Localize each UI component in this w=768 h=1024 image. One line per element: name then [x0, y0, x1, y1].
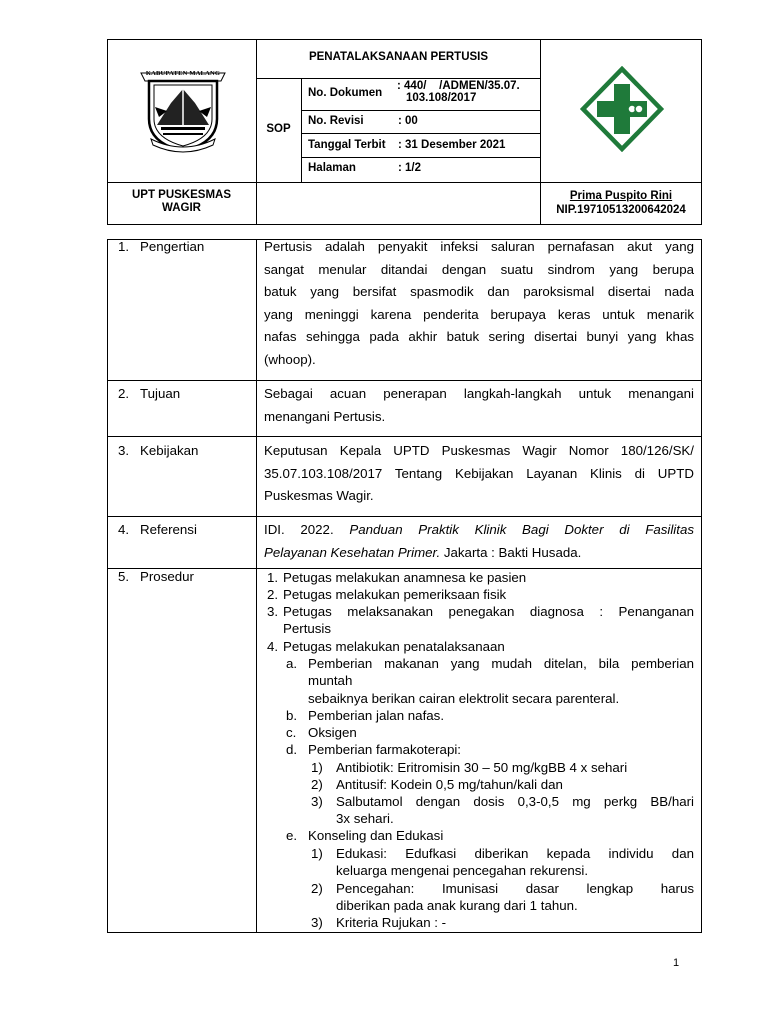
- sub-list-item: Pemberian makanan yang mudah ditelan, bila pemberian: [308, 656, 694, 671]
- section-number: 2.: [118, 386, 130, 401]
- list-item-continuation: Pertusis: [283, 621, 332, 636]
- sub-list-item: Oksigen: [308, 725, 357, 740]
- text-line: Keputusan Kepala UPTD Puskesmas Wagir Nomor 180/126/SK/: [264, 443, 694, 458]
- list-item: Petugas melakukan anamnesa ke pasien: [283, 570, 527, 585]
- sub-list-letter: c.: [286, 725, 297, 740]
- organization-line2: WAGIR: [162, 202, 201, 214]
- section-label-referensi: Referensi: [140, 522, 197, 537]
- sub-list-item: Konseling dan Edukasi: [308, 828, 444, 843]
- sub-list-item: Pemberian farmakoterapi:: [308, 742, 461, 757]
- issue-date-label: Tanggal Terbit: [308, 139, 386, 151]
- sub-sub-list-number: 2): [311, 777, 323, 792]
- sub-sub-list-number: 1): [311, 760, 323, 775]
- list-number: 1.: [267, 570, 279, 585]
- sub-sub-list-continuation: keluarga mengenai pencegahan rekurensi.: [336, 863, 589, 878]
- page-value: : 1/2: [398, 162, 422, 174]
- doc-number-label: No. Dokumen: [308, 87, 383, 99]
- sub-sub-list-item: Pencegahan: Imunisasi dasar lengkap harus: [336, 881, 694, 896]
- sub-sub-list-item: Antibiotik: Eritromisin 30 – 50 mg/kgBB 4 x sehari: [336, 760, 628, 775]
- section-number: 4.: [118, 522, 130, 537]
- signer-name: Prima Puspito Rini: [569, 190, 673, 202]
- list-item: Petugas melakukan penatalaksanaan: [283, 639, 505, 654]
- section-number: 1.: [118, 239, 130, 254]
- section-number: 3.: [118, 443, 130, 458]
- sub-sub-list-number: 3): [311, 915, 323, 930]
- text-line: Pertusis adalah penyakit infeksi saluran pernafasan akut yang: [264, 239, 694, 254]
- text-line: menangani Pertusis.: [264, 408, 386, 424]
- doc-number-value-line1: : 440/ /ADMEN/35.07.: [397, 80, 520, 92]
- page-number: 1: [673, 957, 680, 969]
- text-line: yang meninggi karena penderita berupaya keras untuk menarik: [264, 306, 694, 322]
- list-item: Petugas melaksanakan penegakan diagnosa : Penanganan: [283, 604, 694, 619]
- page-label: Halaman: [308, 162, 356, 174]
- issue-date-value: : 31 Desember 2021: [398, 139, 506, 151]
- list-item: Petugas melakukan pemeriksaan fisik: [283, 587, 507, 602]
- list-number: 4.: [267, 639, 279, 654]
- list-number: 2.: [267, 587, 279, 602]
- sub-sub-list-continuation: 3x sehari.: [336, 811, 394, 826]
- section-number: 5.: [118, 569, 130, 584]
- text-line: Sebagai acuan penerapan langkah-langkah untuk menangani: [264, 386, 694, 401]
- sop-label: SOP: [266, 123, 291, 135]
- reference-author: IDI. 2022.: [264, 522, 350, 537]
- section-label-tujuan: Tujuan: [140, 386, 181, 401]
- sub-sub-list-number: 1): [311, 846, 323, 861]
- sub-sub-list-item: Salbutamol dengan dosis 0,3-0,5 mg perkg BB/hari: [336, 794, 694, 809]
- sub-sub-list-item: Antitusif: Kodein 0,5 mg/tahun/kali dan: [336, 777, 563, 792]
- logo-caption: KABUPATEN MALANG: [145, 70, 221, 77]
- list-number: 3.: [267, 604, 279, 619]
- sub-sub-list-item: Edukasi: Edufkasi diberikan kepada individu dan: [336, 846, 694, 861]
- revision-label: No. Revisi: [308, 115, 364, 127]
- sop-title: PENATALAKSANAAN PERTUSIS: [308, 51, 489, 63]
- sub-list-continuation: sebaiknya berikan cairan elektrolit secara parenteral.: [308, 691, 620, 706]
- sub-list-letter: b.: [286, 708, 298, 723]
- text-line: batuk yang bersifat spasmodik dan paroksismal disertai nada: [264, 284, 694, 300]
- sub-sub-list-continuation: diberikan pada anak kurang dari 1 tahun.: [336, 898, 578, 913]
- text-line: 35.07.103.108/2017 Tentang Kebijakan Layanan Klinis di UPTD: [264, 465, 694, 481]
- sub-sub-list-item: Kriteria Rujukan : -: [336, 915, 447, 930]
- section-label-prosedur: Prosedur: [140, 569, 194, 584]
- sub-list-letter: d.: [286, 742, 298, 757]
- section-label-pengertian: Pengertian: [140, 239, 205, 254]
- reference-title: Pelayanan Kesehatan Primer.: [264, 544, 441, 560]
- organization-line1: UPT PUSKESMAS: [131, 189, 232, 201]
- doc-number-value-line2: 103.108/2017: [406, 92, 477, 104]
- sub-sub-list-number: 2): [311, 881, 323, 896]
- sub-list-letter: e.: [286, 828, 298, 843]
- section-label-kebijakan: Kebijakan: [140, 443, 199, 458]
- sub-list-item: Pemberian jalan nafas.: [308, 708, 445, 723]
- sub-sub-list-number: 3): [311, 794, 323, 809]
- text-line: nafas sehingga pada akhir batuk sering disertai bunyi yang khas: [264, 329, 694, 345]
- text-line: sangat menular ditandai dengan suatu sindrom yang berupa: [264, 261, 694, 277]
- revision-value: : 00: [398, 115, 418, 127]
- reference-title: Panduan Praktik Klinik Bagi Dokter di Fasilitas: [349, 522, 694, 537]
- text-line: (whoop).: [264, 351, 316, 367]
- signer-nip: NIP.19710513200642024: [556, 204, 686, 216]
- sub-list-continuation: muntah: [308, 673, 353, 688]
- sub-list-letter: a.: [286, 656, 298, 671]
- text-line: Puskesmas Wagir.: [264, 488, 374, 504]
- reference-publisher: Jakarta : Bakti Husada.: [440, 544, 582, 560]
